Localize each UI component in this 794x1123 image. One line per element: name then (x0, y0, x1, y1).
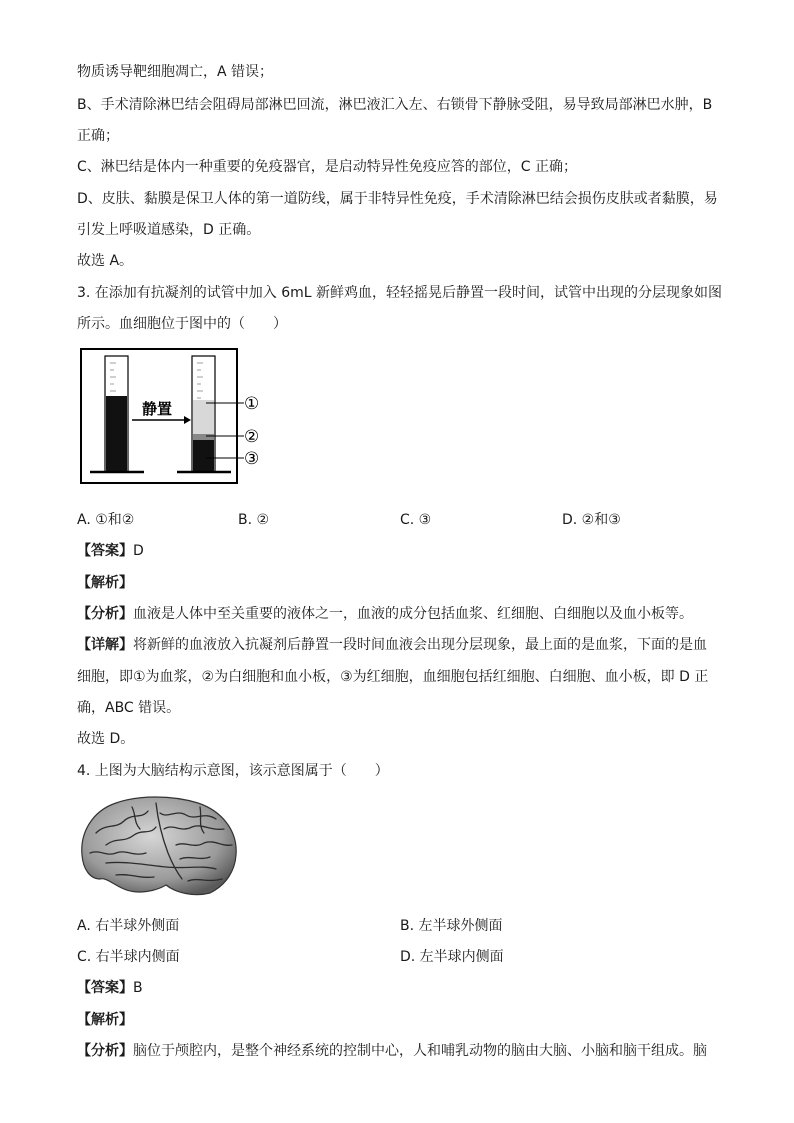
text-line: B、手术清除淋巴结会阻碍局部淋巴回流，淋巴液汇入左、右锁骨下静脉受阻，易导致局部淋巴水肿，B (77, 97, 713, 113)
text-line: 故选 A。 (77, 253, 134, 269)
answer-tag: 【答案】 (77, 980, 133, 996)
fenxi-line (77, 605, 693, 623)
fenxi-text: 脑位于颅腔内，是整个神经系统的控制中心，人和哺乳动物的脑由大脑、小脑和脑干组成。脑 (133, 1043, 707, 1059)
answer-value: B (133, 980, 143, 996)
marker-3: ③ (244, 449, 260, 469)
fenxi-tag: 【分析】 (77, 1043, 133, 1059)
text-line: C、淋巴结是体内一种重要的免疫器官，是启动特异性免疫应答的部位，C 正确； (77, 159, 577, 175)
option-d: D. ②和③ (562, 512, 621, 528)
fenxi-tag: 【分析】 (77, 606, 133, 622)
analysis-tag: 【解析】 (77, 575, 133, 591)
option-b: B. ② (238, 512, 270, 528)
analysis-tag: 【解析】 (77, 1012, 133, 1028)
question-4-stem: 4. 上图为大脑结构示意图，该示意图属于（ ） (77, 763, 389, 779)
detail-tag: 【详解】 (77, 637, 133, 653)
answer-line (77, 542, 144, 560)
option-b: B. 左半球外侧面 (400, 918, 503, 934)
arrow-label: 静置 (142, 400, 173, 418)
fenxi-text: 血液是人体中至关重要的液体之一，血液的成分包括血浆、红细胞、白细胞以及血小板等。 (133, 606, 693, 622)
text-line: D、皮肤、黏膜是保卫人体的第一道防线，属于非特异性免疫，手术清除淋巴结会损伤皮肤或者黏膜，易 (77, 191, 718, 207)
detail-line: 确，ABC 错误。 (77, 700, 181, 716)
option-c: C. ③ (400, 512, 432, 528)
answer-line (77, 979, 143, 997)
fenxi-line (77, 1042, 707, 1060)
text-line: 物质诱导靶细胞凋亡，A 错误； (77, 64, 274, 80)
figure-markers (238, 390, 268, 480)
question-3-stem: 所示。血细胞位于图中的（ ） (77, 316, 287, 332)
marker-1: ① (244, 394, 260, 414)
option-d: D. 左半球内侧面 (400, 949, 504, 965)
detail-line (77, 636, 707, 654)
answer-tag: 【答案】 (77, 543, 133, 559)
question-3-stem: 3. 在添加有抗凝剂的试管中加入 6mL 新鲜鸡血，轻轻摇晃后静置一段时间，试管中出现的分层现象如图 (77, 285, 723, 301)
option-a: A. ①和② (77, 512, 135, 528)
text-line: 引发上呼吸道感染，D 正确。 (77, 222, 261, 238)
option-a: A. 右半球外侧面 (77, 918, 180, 934)
text-line: 正确； (77, 128, 119, 144)
marker-2: ② (244, 427, 260, 447)
answer-value: D (133, 543, 144, 559)
choose-line: 故选 D。 (77, 731, 135, 747)
test-tube-figure (80, 348, 238, 484)
detail-line: 细胞，即①为血浆，②为白细胞和血小板，③为红细胞，血细胞包括红细胞、白细胞、血小板，即 D 正 (77, 669, 709, 685)
option-c: C. 右半球内侧面 (77, 949, 180, 965)
brain-figure (76, 793, 240, 897)
detail-text: 将新鲜的血液放入抗凝剂后静置一段时间血液会出现分层现象，最上面的是血浆，下面的是血 (133, 637, 707, 653)
